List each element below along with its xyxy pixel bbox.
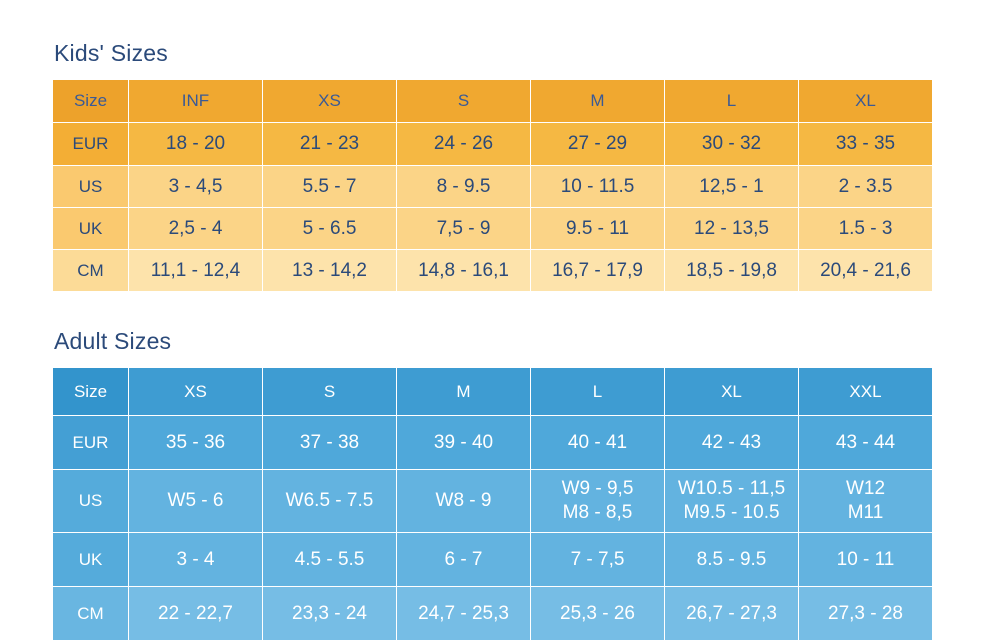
table-row [53,250,933,292]
adult-size-table [52,367,933,641]
cell: 24 - 26 [397,123,531,166]
kids-sizes-title: Kids' Sizes [54,40,168,66]
adult-sizes-title: Adult Sizes [54,328,172,354]
cell: 22 - 22,7 [129,587,263,641]
table-row [53,470,933,533]
cell: 12,5 - 1 [665,166,799,208]
cell: 37 - 38 [263,416,397,470]
table-row [53,416,933,470]
column-header-xs: XS [129,368,263,416]
cell: 35 - 36 [129,416,263,470]
cell: W8 - 9 [397,470,531,533]
column-header-size: Size [53,80,129,123]
row-label-us: US [53,166,129,208]
column-header-size: Size [53,368,129,416]
column-header-m: M [397,368,531,416]
cell: 11,1 - 12,4 [129,250,263,292]
cell: 42 - 43 [665,416,799,470]
cell: 1.5 - 3 [799,208,933,250]
cell: 10 - 11 [799,533,933,587]
cell: 7 - 7,5 [531,533,665,587]
kids-size-table [52,79,933,292]
cell: W9 - 9,5 M8 - 8,5 [531,470,665,533]
table-row [53,166,933,208]
row-label-us: US [53,470,129,533]
cell: 8 - 9.5 [397,166,531,208]
cell: W10.5 - 11,5 M9.5 - 10.5 [665,470,799,533]
cell: 5.5 - 7 [263,166,397,208]
row-label-cm: CM [53,250,129,292]
table-row [53,208,933,250]
column-header-m: M [531,80,665,123]
cell: 26,7 - 27,3 [665,587,799,641]
cell: 18,5 - 19,8 [665,250,799,292]
cell: 2 - 3.5 [799,166,933,208]
cell: W6.5 - 7.5 [263,470,397,533]
column-header-s: S [397,80,531,123]
row-label-cm: CM [53,587,129,641]
cell: 43 - 44 [799,416,933,470]
table-header-row [53,80,933,123]
column-header-xl: XL [665,368,799,416]
cell: 33 - 35 [799,123,933,166]
cell: W5 - 6 [129,470,263,533]
cell: 6 - 7 [397,533,531,587]
column-header-xs: XS [263,80,397,123]
cell: 27 - 29 [531,123,665,166]
cell: 7,5 - 9 [397,208,531,250]
row-label-uk: UK [53,208,129,250]
column-header-l: L [665,80,799,123]
cell: 12 - 13,5 [665,208,799,250]
row-label-uk: UK [53,533,129,587]
cell: 40 - 41 [531,416,665,470]
table-row [53,123,933,166]
cell: 8.5 - 9.5 [665,533,799,587]
table-row [53,587,933,641]
column-header-s: S [263,368,397,416]
table-row [53,533,933,587]
cell: 39 - 40 [397,416,531,470]
cell: 25,3 - 26 [531,587,665,641]
cell: 5 - 6.5 [263,208,397,250]
cell: 23,3 - 24 [263,587,397,641]
cell: 2,5 - 4 [129,208,263,250]
cell: 20,4 - 21,6 [799,250,933,292]
table-header-row [53,368,933,416]
cell: 30 - 32 [665,123,799,166]
cell: 14,8 - 16,1 [397,250,531,292]
cell: 16,7 - 17,9 [531,250,665,292]
cell: 4.5 - 5.5 [263,533,397,587]
row-label-eur: EUR [53,123,129,166]
cell: 10 - 11.5 [531,166,665,208]
cell: 3 - 4,5 [129,166,263,208]
cell: 21 - 23 [263,123,397,166]
cell: 3 - 4 [129,533,263,587]
column-header-inf: INF [129,80,263,123]
cell: 9.5 - 11 [531,208,665,250]
cell: 27,3 - 28 [799,587,933,641]
cell: 13 - 14,2 [263,250,397,292]
cell: 24,7 - 25,3 [397,587,531,641]
column-header-xl: XL [799,80,933,123]
cell: W12 M11 [799,470,933,533]
column-header-l: L [531,368,665,416]
column-header-xxl: XXL [799,368,933,416]
cell: 18 - 20 [129,123,263,166]
row-label-eur: EUR [53,416,129,470]
